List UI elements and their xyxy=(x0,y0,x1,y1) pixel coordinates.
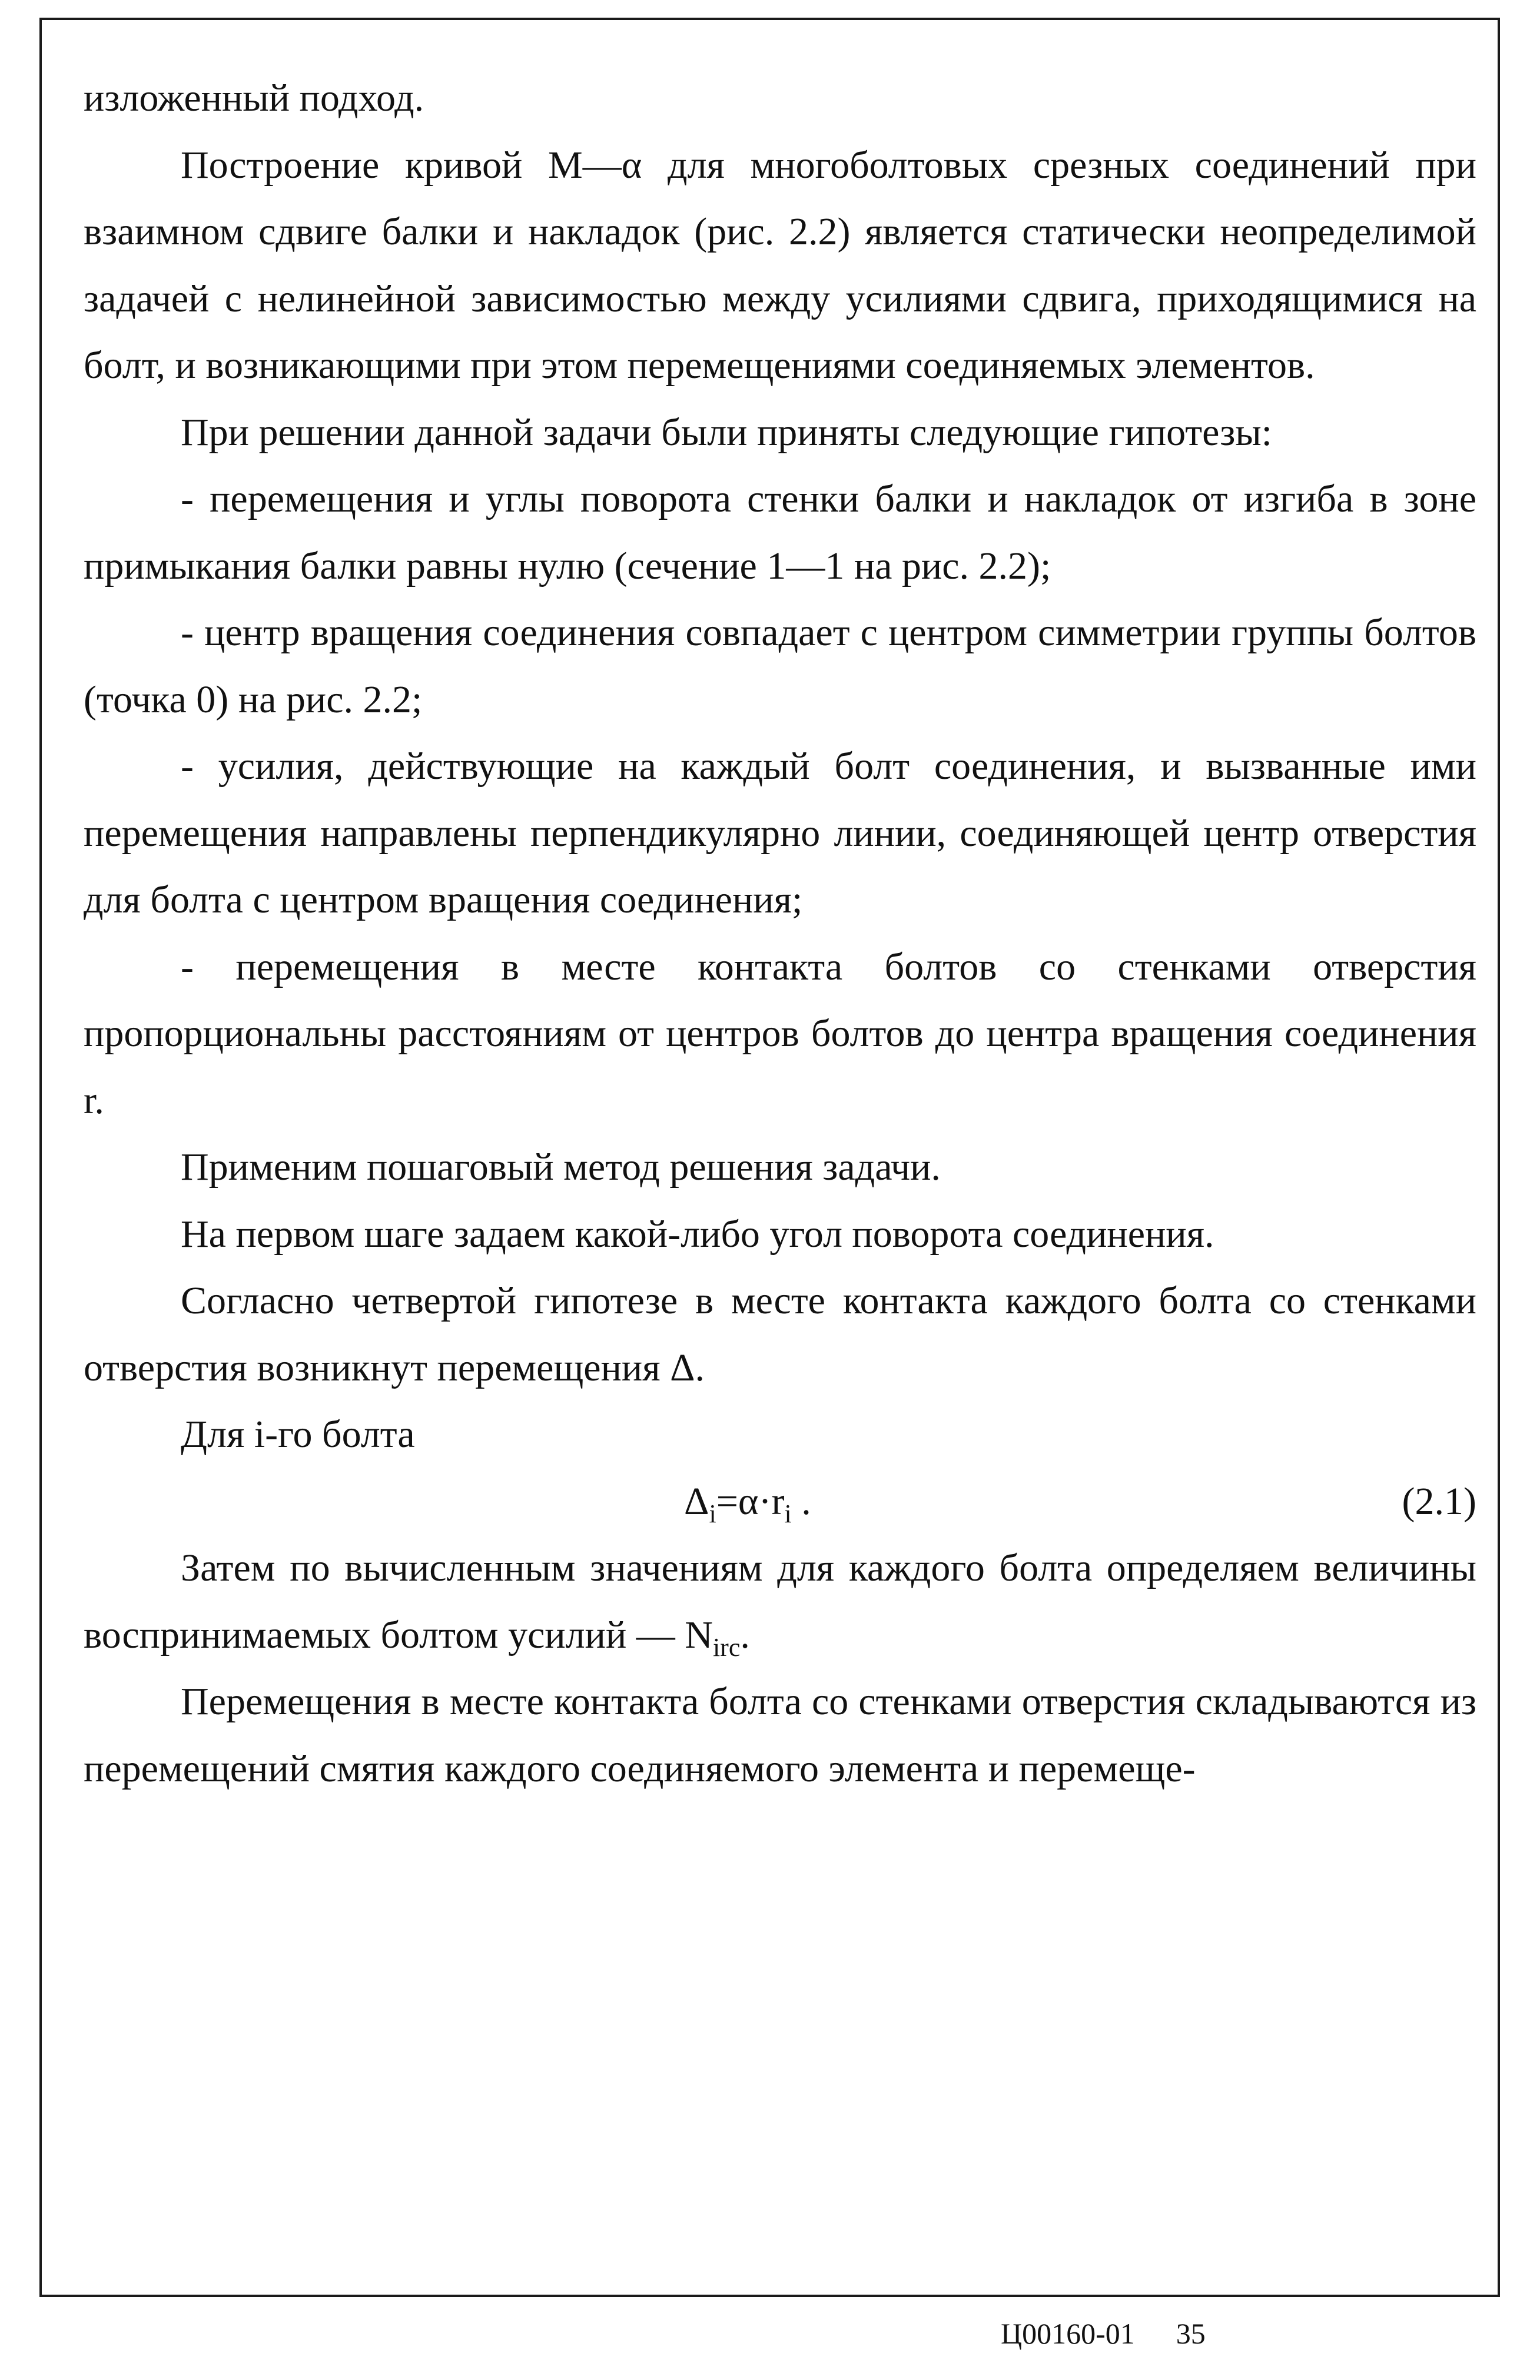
paragraph-fourth-hypothesis: Согласно четвертой гипотезе в месте контакта каждого болта со стенками отверстия возникнут перемещения Δ. xyxy=(84,1279,1476,1389)
paragraph-continuation: изложенный подход. xyxy=(84,77,424,120)
formula-expression xyxy=(684,1468,811,1535)
hypothesis-4: - перемещения в месте контакта болтов со стенками отверстия пропорциональны расстояниям от центров болтов до центра вращения соединения r. xyxy=(84,945,1476,1122)
paragraph-ith-bolt: Для i-го болта xyxy=(181,1413,415,1456)
formula-alpha-r: =α·r xyxy=(716,1479,785,1523)
paragraph-forces-text: Затем по вычисленным значениям для каждого болта определяем величины воспринимаемых болтом усилий — N xyxy=(84,1546,1476,1657)
hypothesis-1: - перемещения и углы поворота стенки балки и накладок от изгиба в зоне примыкания балки равны нулю (сечение 1—1 на рис. 2.2); xyxy=(84,477,1476,587)
paragraph-method: Применим пошаговый метод решения задачи. xyxy=(181,1146,941,1189)
page-footer xyxy=(1001,2316,1247,2351)
body-text xyxy=(84,65,1476,1802)
formula-number: (2.1) xyxy=(1402,1479,1476,1523)
paragraph-hypotheses-intro: При решении данной задачи были приняты следующие гипотезы: xyxy=(181,410,1272,454)
paragraph-displacements: Перемещения в месте контакта болта со стенками отверстия складываются из перемещений смятия каждого соединяемого элемента и перемеще- xyxy=(84,1680,1476,1790)
force-subscript: irc xyxy=(712,1632,741,1662)
paragraph-construction: Построение кривой М—α для многоболтовых срезных соединений при взаимном сдвиге балки и накладок (рис. 2.2) является статически неопределимой задачей с нелинейной зависимостью между усилиями сдвига, приходящимися на болт, и возникающими при этом перемещениями соединяемых элементов. xyxy=(84,143,1476,387)
paragraph-forces-tail: . xyxy=(740,1613,750,1657)
formula-tail: . xyxy=(791,1479,811,1523)
formula-r-subscript: i xyxy=(784,1499,792,1528)
formula-delta-subscript: i xyxy=(709,1499,716,1528)
hypothesis-3: - усилия, действующие на каждый болт соединения, и вызванные ими перемещения направлены перпендикулярно линии, соединяющей центр отверстия для болта с центром вращения соединения; xyxy=(84,745,1476,921)
paragraph-forces xyxy=(84,1535,1476,1668)
hypothesis-2: - центр вращения соединения совпадает с центром симметрии группы болтов (точка 0) на рис. 2.2; xyxy=(84,611,1476,721)
formula-delta: Δ xyxy=(684,1479,709,1523)
document-code: Ц00160-01 xyxy=(1001,2317,1135,2350)
page-number: 35 xyxy=(1176,2317,1206,2350)
formula-2-1 xyxy=(84,1468,1476,1535)
paragraph-first-step: На первом шаге задаем какой-либо угол поворота соединения. xyxy=(181,1212,1214,1256)
